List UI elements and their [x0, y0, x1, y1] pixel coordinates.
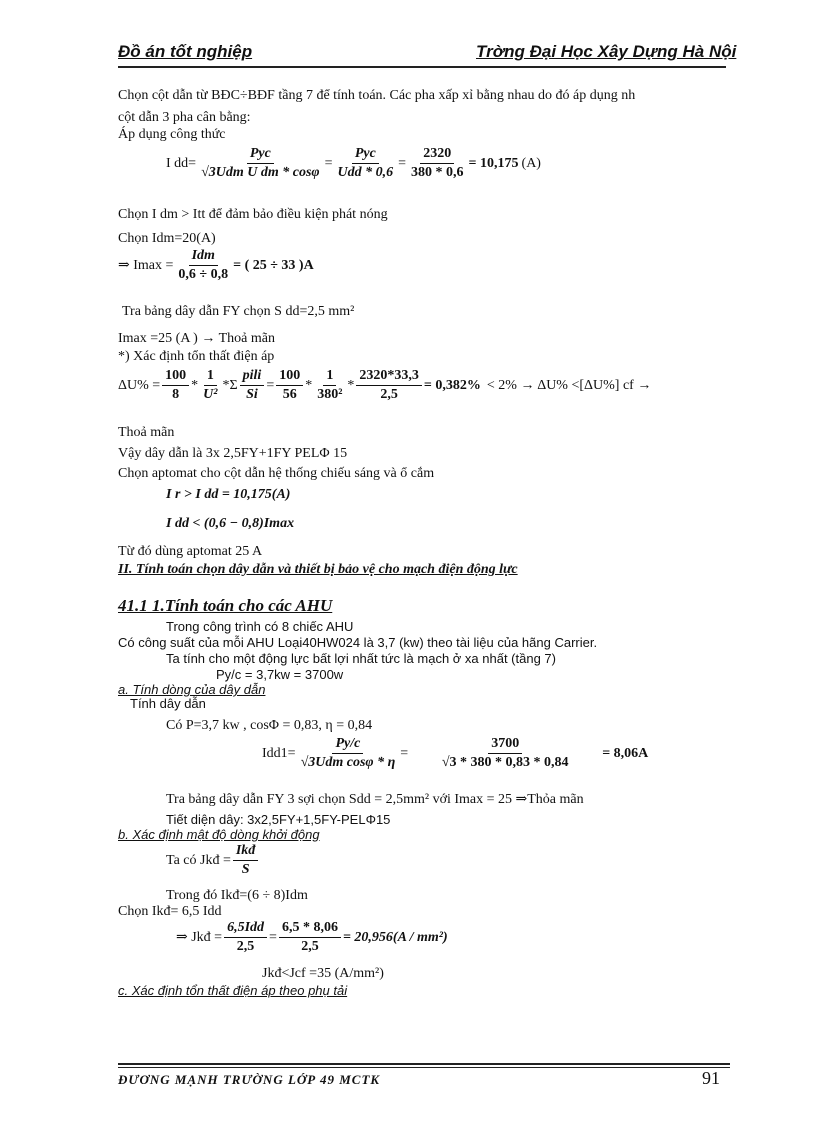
text-line: Tiết diện dây: 3x2,5FY+1,5FY-PELΦ15 — [166, 812, 391, 827]
eq3-result: = 0,382% — [423, 377, 481, 393]
eq7-den: S — [241, 862, 250, 878]
eq3-num4: 100 — [276, 368, 303, 386]
eq8-num1: 6,5Idd — [224, 920, 267, 938]
eq3-tail: < 2% → ΔU% <[ΔU%] cf → — [486, 377, 652, 393]
eq8-lhs: ⇒ Jkđ = — [176, 930, 223, 946]
text-line: Áp dụng công thức — [118, 127, 226, 142]
eq7-lhs: Ta có Jkđ = — [166, 852, 231, 868]
eq1-num2: Pyc — [352, 146, 379, 164]
eq2-den: 0,6 ÷ 0,8 — [178, 267, 229, 283]
subheading-a: a. Tính dòng của dây dẫn — [118, 682, 266, 697]
text-line: Chọn I dm > Itt để đảm bảo điều kiện phát nóng — [118, 207, 388, 222]
eq6-num2: 3700 — [488, 736, 522, 754]
subheading-b: b. Xác định mật độ dòng khởi động — [118, 827, 320, 842]
text-line: Từ đó dùng aptomat 25 A — [118, 544, 263, 559]
section-heading-ahu: 41.1 1.Tính toán cho các AHU — [118, 596, 333, 615]
eq3-num3: pili — [240, 368, 265, 386]
footer-rule — [118, 1063, 730, 1065]
header-right: Trờng Đại Học Xây Dựng Hà Nội — [476, 42, 737, 61]
text-line: Vậy dây dẫn là 3x 2,5FY+1FY PELΦ 15 — [118, 446, 348, 461]
eq1-num3: 2320 — [420, 146, 454, 164]
eq6-den2: √3 * 380 * 0,83 * 0,84 — [441, 755, 569, 771]
eq1-unit: (A) — [521, 155, 541, 171]
eq2-num: Idm — [189, 248, 218, 266]
equation-current: I dd= $\frac{\text{Pyc}}{\text{√3Udm U dm * cosφ}}$ = $\frac{\text{Pyc}}{\text{Udd * 0,6}}$ = $\frac{2320}{380 * 0,6}$ = 10,175 (A) — [166, 146, 541, 181]
text-line: *) Xác định tổn thất điện áp — [118, 349, 275, 364]
eq3-num2: 1 — [204, 368, 217, 386]
text-line: Py/c = 3,7kw = 3700w — [216, 667, 344, 682]
header-left: Đồ án tốt nghiệp — [118, 42, 253, 61]
eq6-den1: √3Udm cosφ * η — [300, 755, 396, 771]
eq3-num1: 100 — [162, 368, 189, 386]
text-line: Có công suất của mỗi AHU Loại40HW024 là 3,7 (kw) theo tài liệu của hãng Carrier. — [118, 635, 598, 650]
text-line: Chọn cột dẫn từ BĐC÷BĐF tầng 7 để tính toán. Các pha xấp xỉ bằng nhau do đó áp dụng nh — [118, 88, 636, 103]
eq3-lhs: ΔU% = — [118, 377, 161, 393]
eq3-den6: 2,5 — [380, 387, 398, 403]
text-line: Chọn Ikđ= 6,5 Idd — [118, 904, 222, 919]
text-line: Tra bảng dây dẫn FY 3 sợi chọn Sdd = 2,5mm² với Imax = 25 ⇒Thỏa mãn — [166, 792, 584, 807]
eq3-den2: U² — [203, 387, 218, 403]
eq1-den2: Udd * 0,6 — [337, 165, 394, 181]
eq8-den2: 2,5 — [301, 939, 319, 955]
equation-jkd-value: ⇒ Jkđ = $\frac{\text{6,5Idd}}{2,5}$ = $\frac{6,5 * 8,06}{2,5}$ = 20,956(A / mm²) — [176, 920, 448, 955]
eq3-den5: 380² — [317, 387, 343, 403]
eq6-lhs: Idd1= — [262, 745, 296, 761]
eq3-den3: Si — [246, 387, 258, 403]
header-rule — [118, 66, 726, 68]
subheading-c: c. Xác định tổn thất điện áp theo phụ tải — [118, 983, 348, 998]
equation-idd: I dd < (0,6 − 0,8)Imax — [166, 516, 295, 531]
text-line: Có P=3,7 kw , cosΦ = 0,83, η = 0,84 — [166, 718, 373, 733]
section-heading-ii: II. Tính toán chọn dây dẫn và thiết bị bảo vệ cho mạch điện động lực — [118, 562, 518, 577]
text-line: cột dẫn 3 pha cân bằng: — [118, 110, 251, 125]
eq1-den3: 380 * 0,6 — [411, 165, 464, 181]
eq3-den4: 56 — [282, 387, 297, 403]
eq2-lhs: ⇒ Imax = — [118, 258, 174, 274]
eq3-num6: 2320*33,3 — [356, 368, 422, 386]
eq1-num1: Pyc — [247, 146, 274, 164]
eq2-result: = ( 25 ÷ 33 )A — [233, 257, 314, 273]
page-number: 91 — [702, 1068, 720, 1088]
equation-imax — [118, 248, 314, 283]
text-line: Trong đó Ikđ=(6 ÷ 8)Idm — [166, 888, 308, 903]
eq8-num2: 6,5 * 8,06 — [279, 920, 341, 938]
text-line: Tính dây dẫn — [130, 696, 206, 711]
text-line: Chọn aptomat cho cột dẫn hệ thống chiếu sáng và ổ cắm — [118, 466, 435, 481]
eq8-den1: 2,5 — [236, 939, 255, 955]
footer-rule-2 — [118, 1067, 730, 1068]
equation-jkd — [166, 843, 260, 878]
text-line: Trong công trình có 8 chiếc AHU — [166, 619, 354, 634]
eq8-result: = 20,956(A / mm²) — [342, 929, 448, 945]
eq3-num5: 1 — [323, 368, 336, 386]
equation-ahu-current: Idd1= $\frac{Py/c}{\text{√3Udm cosφ * η}}$ = $\frac{3700}{√3 * 380 * 0,83 * 0,84}$ = 8,06A — [262, 736, 649, 771]
eq6-result: = 8,06A — [602, 745, 649, 761]
eq1-den1: √3Udm U dm * cosφ — [201, 165, 320, 181]
footer-author: ĐƯƠNG MẠNH TRƯỜNG LỚP 49 MCTK — [118, 1072, 381, 1087]
equation-ir: I r > I dd = 10,175(A) — [166, 487, 291, 502]
text-line: Ta tính cho một động lực bất lợi nhất tức là mạch ở xa nhất (tầng 7) — [166, 651, 556, 666]
text-line: Thoả mãn — [118, 425, 175, 440]
text-line: Chọn Idm=20(A) — [118, 231, 216, 246]
text-line: Imax =25 (A ) → Thoả mãn — [118, 331, 275, 346]
text-line: Tra bảng dây dẫn FY chọn S dd=2,5 mm² — [122, 304, 355, 319]
eq6-num1: Py/c — [332, 736, 363, 754]
eq7-num: Ikđ — [233, 843, 258, 861]
eq1-result: = 10,175 — [468, 155, 519, 171]
eq1-lhs: I dd= — [166, 155, 197, 171]
equation-voltage-drop: ΔU% = $\frac{100}{8}$ * $\frac{1}{\text{U²}}$ *Σ $\frac{\text{pili}}{Si}$ = $\frac{100}{56}$ * $\frac{1}{\text{380²}}$ * $\frac{2320*33,3}{2,5}$ = 0,382% < 2% → ΔU% <[ΔU%] cf → — [118, 368, 652, 403]
eq3-den1: 8 — [172, 387, 180, 403]
text-line: Jkđ<Jcf =35 (A/mm²) — [262, 966, 384, 981]
